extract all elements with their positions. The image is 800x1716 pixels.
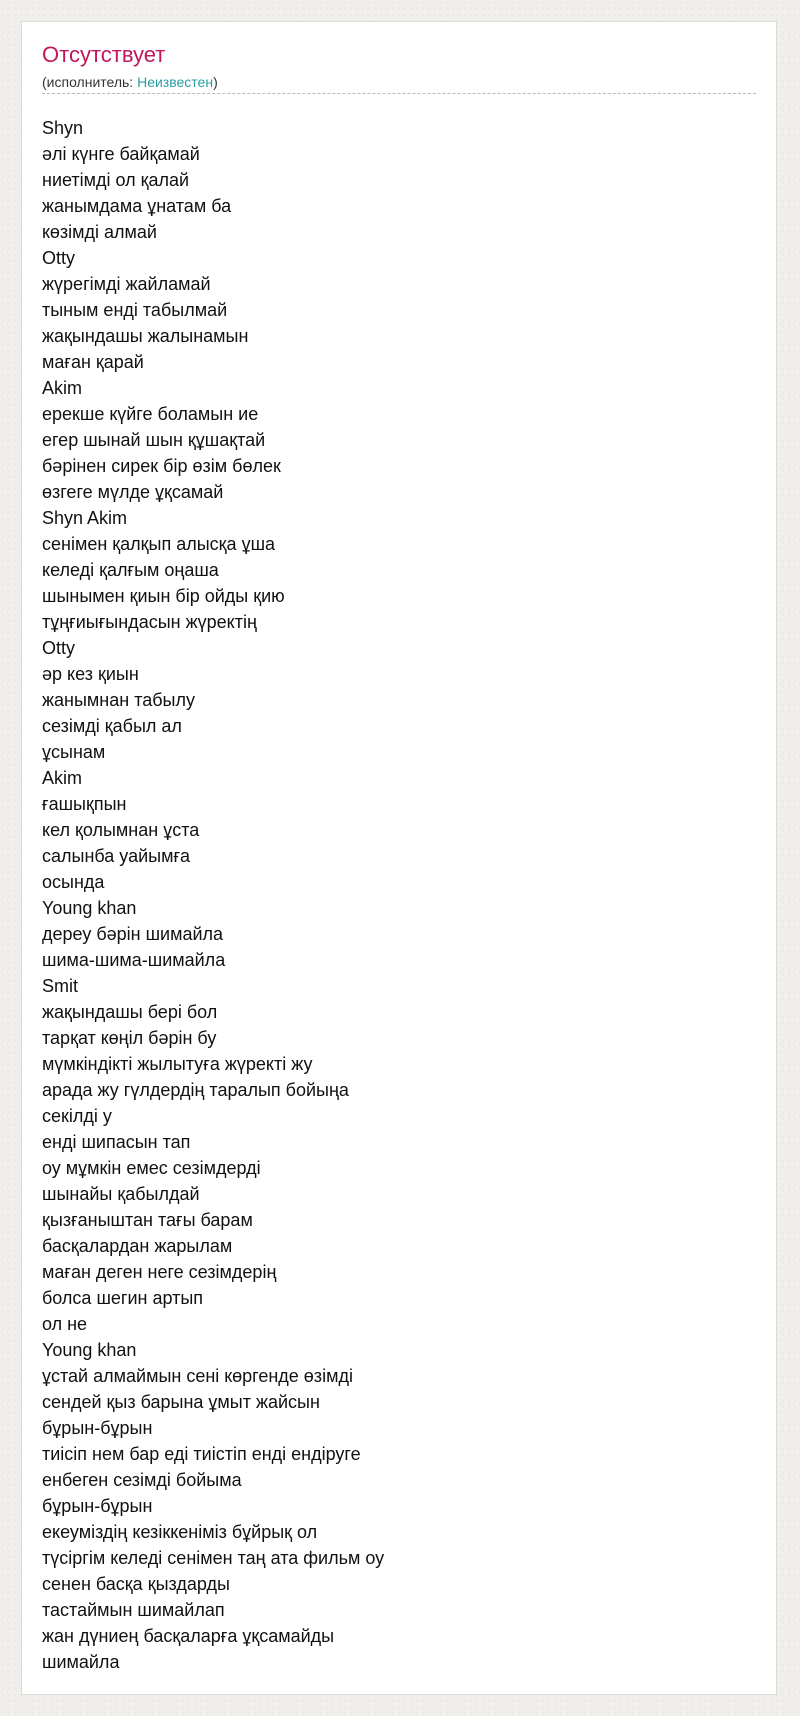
lyric-line: бұрын-бұрын (42, 1496, 153, 1516)
lyric-line: бәрінен сирек бір өзім бөлек (42, 456, 281, 476)
lyric-line: ғашықпын (42, 794, 127, 814)
lyric-line: мүмкіндікті жылытуға жүректі жу (42, 1054, 313, 1074)
lyric-line: тұңғиығындасын жүректің (42, 612, 257, 632)
lyric-line: Akim (42, 768, 82, 788)
lyric-line: келеді қалғым оңаша (42, 560, 219, 580)
lyric-line: кел қолымнан ұста (42, 820, 200, 840)
lyric-line: тастаймын шимайлап (42, 1600, 225, 1620)
lyric-line: маған деген неге сезімдерің (42, 1262, 277, 1282)
lyric-line: жақындашы бері бол (42, 1002, 218, 1022)
lyric-line: әр кез қиын (42, 664, 139, 684)
lyric-line: шынымен қиын бір ойды қию (42, 586, 285, 606)
lyric-line: салынба уайымға (42, 846, 191, 866)
lyric-line: осында (42, 872, 105, 892)
lyric-line: өзгеге мүлде ұқсамай (42, 482, 224, 502)
artist-line (42, 73, 218, 91)
lyric-line: дереу бәрін шимайла (42, 924, 224, 944)
lyric-line: маған қарай (42, 352, 144, 372)
lyric-line: оу мұмкін емес сезімдерді (42, 1158, 261, 1178)
lyric-line: шимайла (42, 1652, 120, 1672)
lyric-line: сезімді қабыл ал (42, 716, 182, 736)
lyric-line: Akim (42, 378, 82, 398)
lyric-line: жан дүниең басқаларға ұқсамайды (42, 1626, 335, 1646)
lyric-line: тиісіп нем бар еді тиістіп енді ендіруге (42, 1444, 361, 1464)
lyric-line: ерекше күйге боламын ие (42, 404, 259, 424)
lyric-line: арада жу гүлдердің таралып бойыңа (42, 1080, 349, 1100)
lyric-line: Shyn Akim (42, 508, 128, 528)
lyrics-card (21, 21, 777, 1695)
lyric-line: қызғаныштан тағы барам (42, 1210, 253, 1230)
lyric-line: басқалардан жарылам (42, 1236, 233, 1256)
lyric-line: енбеген сезімді бойыма (42, 1470, 242, 1490)
lyric-line: Young khan (42, 898, 137, 918)
artist-link[interactable]: Неизвестен (137, 74, 214, 90)
lyric-line: көзімді алмай (42, 222, 157, 242)
lyric-line: Shyn (42, 118, 84, 138)
lyric-line: жанымдама ұнатам ба (42, 196, 232, 216)
lyric-line: жақындашы жалынамын (42, 326, 249, 346)
lyric-line: Young khan (42, 1340, 137, 1360)
lyric-line: жүрегімді жайламай (42, 274, 211, 294)
lyric-line: ниетімді ол қалай (42, 170, 190, 190)
lyric-line: Otty (42, 638, 76, 658)
lyric-line: болса шегин артып (42, 1288, 204, 1308)
lyric-line: әлі күнге байқамай (42, 144, 200, 164)
lyric-line: тарқат көңіл бәрін бу (42, 1028, 217, 1048)
lyric-line: шынайы қабылдай (42, 1184, 200, 1204)
lyric-line: ұстай алмаймын сені көргенде өзімді (42, 1366, 353, 1386)
lyric-line: ол не (42, 1314, 88, 1334)
lyric-line: жанымнан табылу (42, 690, 195, 710)
lyrics-list (42, 115, 384, 1675)
lyric-line: сендей қыз барына ұмыт жайсын (42, 1392, 320, 1412)
lyric-line: түсіргім келеді сенімен таң ата фильм оу (42, 1548, 385, 1568)
artist-prefix: (исполнитель: (42, 74, 138, 90)
lyric-line: егер шынай шын құшақтай (42, 430, 266, 450)
lyric-line: Smit (42, 976, 78, 996)
song-title: Отсутствует (42, 42, 166, 67)
lyric-line: сенімен қалқып алысқа ұша (42, 534, 276, 554)
lyric-line: шима-шима-шимайла (42, 950, 226, 970)
lyric-line: тыным енді табылмай (42, 300, 228, 320)
lyric-line: Otty (42, 248, 76, 268)
lyric-line: бұрын-бұрын (42, 1418, 153, 1438)
lyric-line: екеуміздің кезіккеніміз бұйрық ол (42, 1522, 318, 1542)
lyric-line: сенен басқа қыздарды (42, 1574, 230, 1594)
divider (42, 93, 756, 94)
lyric-line: секілді у (42, 1106, 112, 1126)
lyric-line: енді шипасын тап (42, 1132, 191, 1152)
lyric-line: ұсынам (42, 742, 106, 762)
artist-suffix: ) (213, 74, 218, 90)
